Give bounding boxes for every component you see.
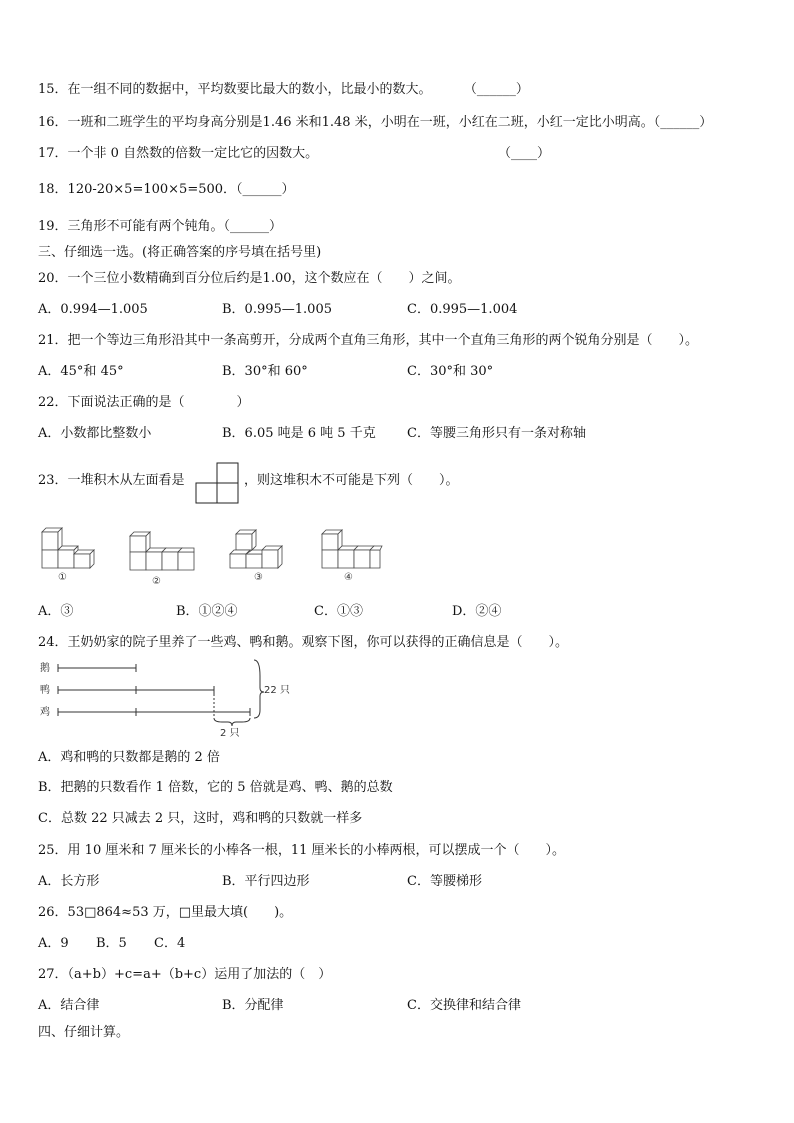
option-a[interactable]: A．9 [38, 936, 69, 951]
figure-label: ② [152, 576, 161, 586]
total-label: 22 只 [264, 685, 290, 696]
option-c[interactable]: C．等腰梯形 [407, 874, 482, 889]
question-23-text-b: ，则这堆积木不可能是下列（ ）。 [244, 473, 459, 488]
answer-blank[interactable]: （______） [236, 182, 295, 197]
row-label-duck: 鸭 [40, 685, 50, 696]
option-c[interactable]: C．0.995—1.004 [407, 302, 518, 317]
option-a[interactable]: A．鸡和鸭的只数都是鹅的 2 倍 [38, 750, 220, 765]
option-c[interactable]: C．30°和 30° [407, 364, 494, 379]
question-17 [38, 146, 318, 162]
figure-label: ④ [344, 572, 353, 583]
figure-label: ① [58, 572, 67, 583]
option-c[interactable]: C．①③ [314, 604, 363, 619]
option-b[interactable]: B．①②④ [176, 604, 238, 619]
option-b[interactable]: B．0.995—1.005 [222, 302, 332, 317]
option-a[interactable]: A．0.994—1.005 [38, 302, 148, 317]
question-23-text-a: 23．一堆积木从左面看是 [38, 473, 185, 488]
section-3-heading: 三、仔细选一选。(将正确答案的序号填在括号里) [38, 245, 322, 260]
question-24-text: 24．王奶奶家的院子里养了一些鸡、鸭和鹅。观察下图，你可以获得的正确信息是（ ）。 [38, 635, 569, 650]
block-figure-4 [320, 526, 386, 588]
row-label-goose: 鹅 [40, 663, 50, 674]
question-19 [38, 219, 282, 235]
option-b[interactable]: B．5 [96, 936, 127, 951]
option-a[interactable]: A．③ [38, 604, 74, 619]
question-15-text: 15．在一组不同的数据中，平均数要比最大的数小，比最小的数大。 [38, 82, 432, 97]
question-19-text: 19．三角形不可能有两个钝角。 [38, 219, 224, 234]
option-c[interactable]: C．等腰三角形只有一条对称轴 [407, 426, 586, 441]
figure-label: ③ [254, 572, 263, 583]
option-c[interactable]: C．总数 22 只减去 2 只，这时，鸡和鸭的只数就一样多 [38, 811, 363, 826]
question-25-text: 25．用 10 厘米和 7 厘米长的小棒各一根，11 厘米长的小棒两根，可以摆成一个（ ）。 [38, 843, 566, 858]
option-b[interactable]: B．30°和 60° [222, 364, 308, 379]
option-b[interactable]: B．平行四边形 [222, 874, 310, 889]
question-17-text: 17．一个非 0 自然数的倍数一定比它的因数大。 [38, 146, 319, 161]
answer-blank[interactable]: （______） [223, 219, 283, 234]
question-27-text: 27．（a+b）+c=a+（b+c）运用了加法的（ ） [38, 967, 332, 982]
question-20-text: 20．一个三位小数精确到百分位后约是1.00，这个数应在（ ）之间。 [38, 271, 461, 286]
section-4-heading: 四、仔细计算。 [38, 1025, 130, 1040]
option-a[interactable]: A．结合律 [38, 998, 100, 1013]
question-15 [38, 82, 529, 98]
answer-blank[interactable]: （______） [653, 115, 713, 130]
option-a[interactable]: A．长方形 [38, 874, 100, 889]
block-figure-2 [128, 528, 198, 590]
answer-blank[interactable]: （____） [498, 146, 551, 161]
option-a[interactable]: A．小数都比整数小 [38, 426, 152, 441]
option-d[interactable]: D．②④ [452, 604, 502, 619]
option-b[interactable]: B．把鹅的只数看作 1 倍数，它的 5 倍就是鸡、鸭、鹅的总数 [38, 780, 393, 795]
option-c[interactable]: C．交换律和结合律 [407, 998, 521, 1013]
option-b[interactable]: B．6.05 吨是 6 吨 5 千克 [222, 426, 376, 441]
left-view-figure [194, 462, 240, 508]
option-c[interactable]: C．4 [154, 936, 186, 951]
question-18-text: 18．120-20×5=100×5=500． [38, 182, 237, 197]
question-18 [38, 182, 295, 198]
question-21-text: 21．把一个等边三角形沿其中一条高剪开，分成两个直角三角形，其中一个直角三角形的两个锐角分别是（ ）。 [38, 333, 699, 348]
question-16-text: 16．一班和二班学生的平均身高分别是1.46 米和1.48 米，小明在一班，小红在二班，小红一定比小明高。 [38, 115, 654, 130]
block-figure-1 [40, 526, 102, 588]
segment-diagram [40, 656, 300, 744]
question-26-text: 26．53□864≈53 万，□里最大填( )。 [38, 905, 293, 920]
difference-label: 2 只 [220, 728, 240, 739]
question-22-text: 22．下面说法正确的是（ ） [38, 395, 250, 410]
block-figure-3 [228, 526, 292, 588]
option-a[interactable]: A．45°和 45° [38, 364, 124, 379]
row-label-chicken: 鸡 [40, 707, 50, 718]
question-16 [38, 115, 712, 131]
option-b[interactable]: B．分配律 [222, 998, 284, 1013]
answer-blank[interactable]: （______） [463, 82, 529, 97]
